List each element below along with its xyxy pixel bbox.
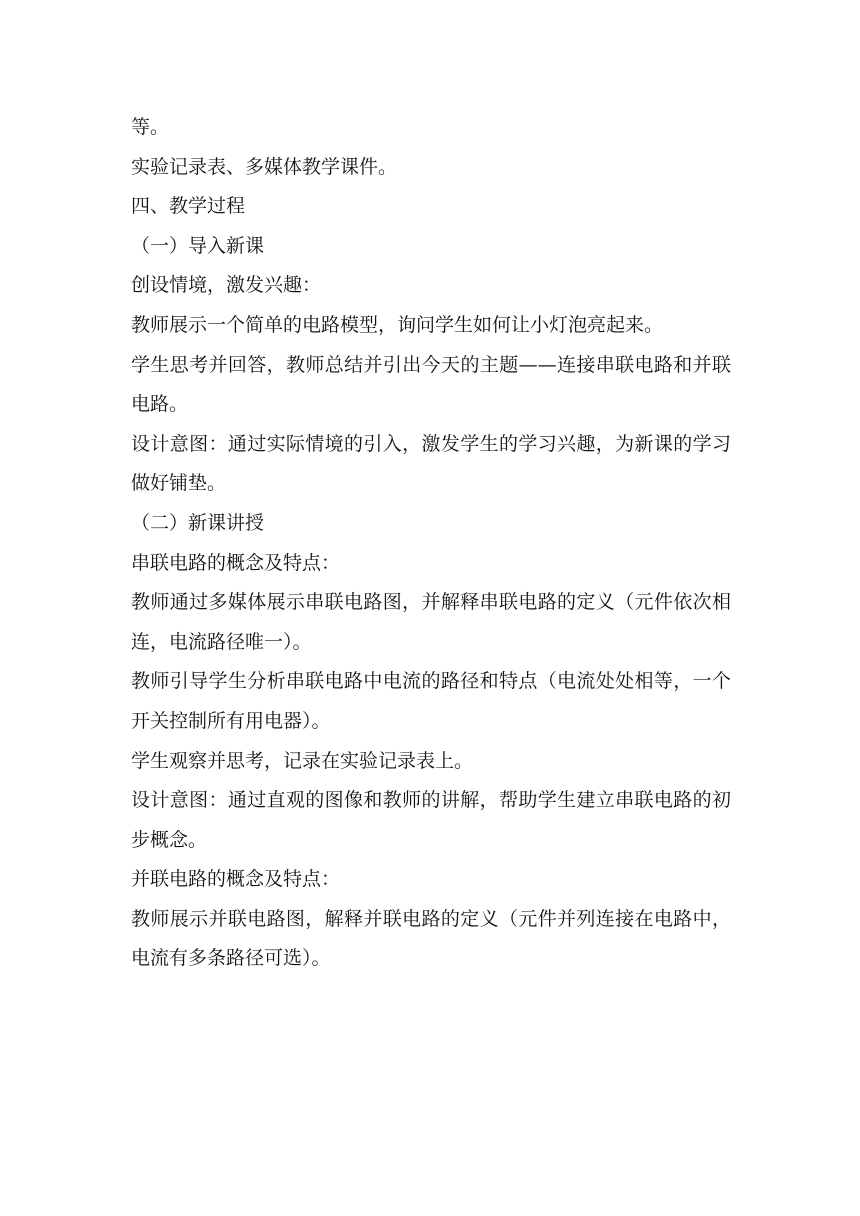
document-body [131, 108, 731, 979]
paragraph-parallel-concept: 并联电路的概念及特点： [131, 868, 341, 891]
paragraph-series-analysis: 教师引导学生分析串联电路中电流的路径和特点（电流处处相等，一个开关控制所有用电器）。 [131, 670, 731, 732]
paragraph-create-situation: 创设情境，激发兴趣： [131, 274, 322, 297]
paragraph-materials: 实验记录表、多媒体教学课件。 [131, 155, 398, 178]
paragraph-design-intent-2: 设计意图：通过直观的图像和教师的讲解，帮助学生建立串联电路的初步概念。 [131, 789, 731, 851]
paragraph-students-answer: 学生思考并回答，教师总结并引出今天的主题——连接串联电路和并联电路。 [131, 353, 731, 416]
paragraph-continuation: 等。 [131, 116, 170, 138]
paragraph-design-intent-1: 设计意图：通过实际情境的引入，激发学生的学习兴趣，为新课的学习做好铺垫。 [131, 432, 731, 495]
subsection-heading-new-lesson: （二）新课讲授 [131, 511, 265, 534]
subsection-heading-introduction: （一）导入新课 [131, 234, 265, 257]
section-heading-teaching-process: 四、教学过程 [131, 195, 246, 218]
paragraph-teacher-shows-model: 教师展示一个简单的电路模型，询问学生如何让小灯泡亮起来。 [131, 313, 664, 336]
paragraph-series-definition: 教师通过多媒体展示串联电路图，并解释串联电路的定义（元件依次相连，电流路径唯一）。 [131, 591, 731, 653]
paragraph-series-concept: 串联电路的概念及特点： [131, 551, 341, 574]
paragraph-parallel-definition: 教师展示并联电路图，解释并联电路的定义（元件并列连接在电路中，电流有多条路径可选）。 [131, 907, 731, 970]
paragraph-students-record: 学生观察并思考，记录在实验记录表上。 [131, 749, 474, 772]
